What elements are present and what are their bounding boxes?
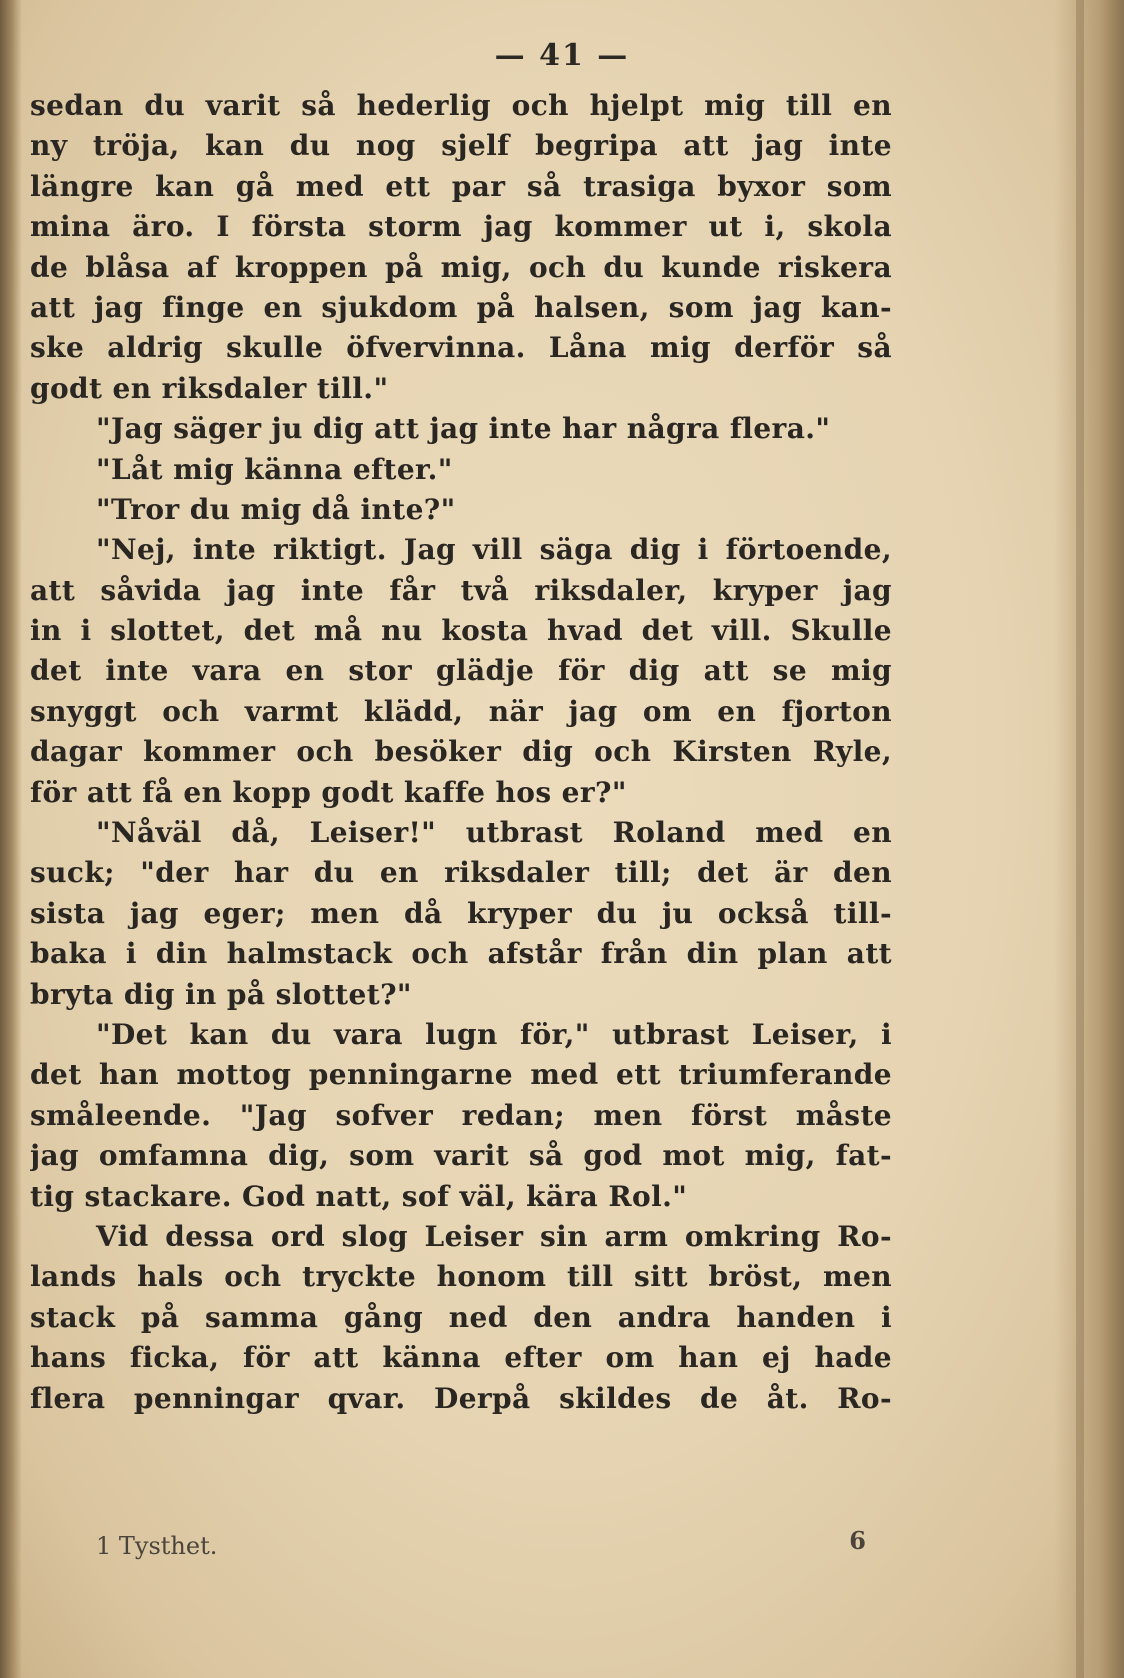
- text-line: bryta dig in på slottet?": [30, 977, 412, 1011]
- text-line: Vid dessa ord slog Leiser sin arm omkring Ro-: [96, 1219, 892, 1253]
- sheet-number: 6: [849, 1526, 866, 1555]
- text-line: småleende. "Jag sofver redan; men först måste: [30, 1098, 892, 1132]
- text-line: "Det kan du vara lugn för," utbrast Leiser, i: [96, 1017, 892, 1051]
- text-line: godt en riksdaler till.": [30, 371, 389, 405]
- text-line: flera penningar qvar. Derpå skildes de åt. Ro-: [30, 1381, 892, 1415]
- page-right-edge: [1054, 0, 1124, 1678]
- text-line: längre kan gå med ett par så trasiga byxor som: [30, 169, 892, 203]
- page-fold-shadow: [1076, 0, 1084, 1678]
- text-line: lands hals och tryckte honom till sitt bröst, men: [30, 1260, 892, 1294]
- text-line: "Tror du mig då inte?": [96, 492, 456, 526]
- body-text: [30, 86, 892, 1419]
- text-line: jag omfamna dig, som varit så god mot mig, fat-: [30, 1139, 892, 1173]
- text-line: att jag finge en sjukdom på halsen, som jag kan-: [30, 290, 892, 324]
- text-line: ny tröja, kan du nog sjelf begripa att jag inte: [30, 129, 892, 163]
- text-line: dagar kommer och besöker dig och Kirsten Ryle,: [30, 735, 892, 769]
- text-line: sista jag eger; men då kryper du ju också till-: [30, 896, 892, 930]
- text-line: hans ficka, för att känna efter om han ej hade: [30, 1341, 892, 1375]
- text-line: stack på samma gång ned den andra handen i: [30, 1300, 892, 1334]
- text-line: "Nåväl då, Leiser!" utbrast Roland med en: [96, 816, 892, 850]
- text-line: snyggt och varmt klädd, när jag om en fjorton: [30, 694, 892, 728]
- text-line: in i slottet, det må nu kosta hvad det vill. Skulle: [30, 614, 892, 648]
- text-line: för att få en kopp godt kaffe hos er?": [30, 775, 627, 809]
- text-line: mina äro. I första storm jag kommer ut i, skola: [30, 210, 892, 244]
- text-line: suck; "der har du en riksdaler till; det är den: [30, 856, 892, 890]
- text-line: det han mottog penningarne med ett triumferande: [30, 1058, 892, 1092]
- text-line: ske aldrig skulle öfvervinna. Låna mig derför så: [30, 331, 892, 365]
- text-line: baka i din halmstack och afstår från din plan att: [30, 937, 892, 971]
- text-line: tig stackare. God natt, sof väl, kära Rol.": [30, 1179, 688, 1213]
- text-line: de blåsa af kroppen på mig, och du kunde riskera: [30, 250, 892, 284]
- text-line: sedan du varit så hederlig och hjelpt mig till en: [30, 89, 892, 122]
- signature-mark: 1 Tysthet.: [96, 1532, 218, 1560]
- text-line: det inte vara en stor glädje för dig att se mig: [30, 654, 892, 688]
- page-number: — 41 —: [494, 38, 630, 73]
- page-left-edge: [0, 0, 22, 1678]
- text-line: "Låt mig känna efter.": [96, 452, 453, 486]
- text-line: "Jag säger ju dig att jag inte har några flera.": [96, 412, 831, 446]
- text-line: "Nej, inte riktigt. Jag vill säga dig i förtoende,: [96, 533, 892, 567]
- text-line: att såvida jag inte får två riksdaler, kryper jag: [30, 573, 892, 607]
